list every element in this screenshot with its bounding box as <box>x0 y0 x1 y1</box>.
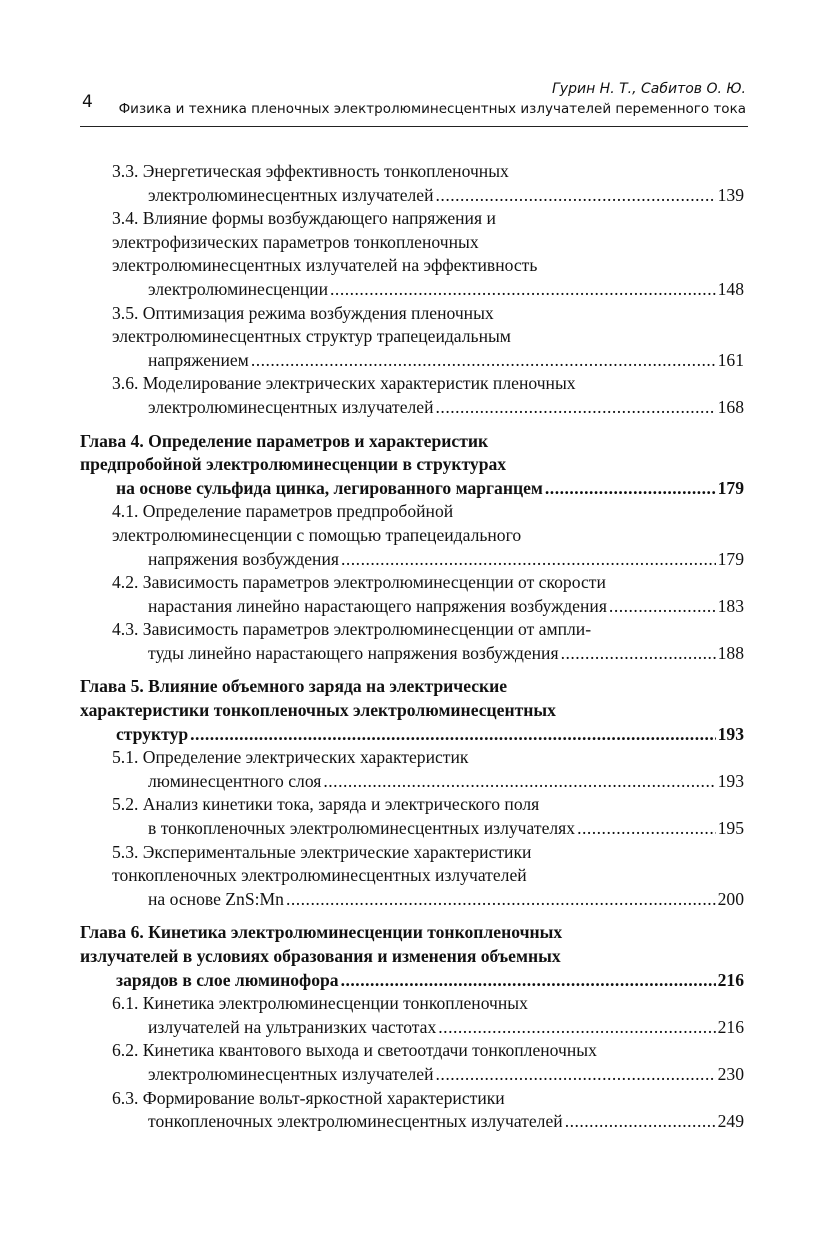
toc-entry-text: 5.1. Определение электрических характеристик <box>112 747 469 768</box>
toc-entry-6-1[interactable] <box>80 992 744 1039</box>
toc-entry-4-3[interactable] <box>80 618 744 665</box>
toc-chapter-text: излучателей в условиях образования и изменения объемных <box>80 946 561 966</box>
toc-entry-text: в тонкопленочных электролюминесцентных излучателях <box>148 818 576 839</box>
toc-page-number: 193 <box>717 723 744 744</box>
toc-entry-4-2[interactable] <box>80 571 744 618</box>
dot-leader <box>436 184 716 208</box>
toc-chapter-4[interactable] <box>80 430 744 501</box>
toc-page-number: 195 <box>717 818 744 839</box>
toc-page-number: 179 <box>717 477 744 498</box>
authors: Гурин Н. Т., Сабитов О. Ю. <box>552 81 746 97</box>
toc-entry-text: электролюминесцентных излучателей <box>148 184 434 205</box>
dot-leader <box>561 642 716 666</box>
toc-entry-3-3[interactable] <box>80 160 744 207</box>
toc-entry-text: нарастания линейно нарастающего напряжения возбуждения <box>148 595 607 616</box>
toc-entry-text: электролюминесценции <box>148 278 329 299</box>
toc-entry-text: 3.4. Влияние формы возбуждающего напряжения и <box>112 208 496 229</box>
dot-leader <box>190 723 715 747</box>
page-number: 4 <box>82 92 93 112</box>
toc-entry-text: 5.2. Анализ кинетики тока, заряда и электрического поля <box>112 794 540 815</box>
dot-leader <box>436 1063 716 1087</box>
toc-chapter-text: зарядов в слое люминофора <box>116 969 339 990</box>
dot-leader <box>438 1016 715 1040</box>
toc-chapter-text: на основе сульфида цинка, легированного марганцем <box>116 477 543 498</box>
toc-entry-text: электролюминесцентных излучателей на эффективность <box>112 255 538 276</box>
toc-entry-text: 5.3. Экспериментальные электрические характеристики <box>112 841 532 862</box>
toc-page-number: 216 <box>717 969 744 990</box>
toc-entry-text: 6.3. Формирование вольт-яркостной характеристики <box>112 1087 505 1108</box>
dot-leader <box>286 888 716 912</box>
toc-page-number: 216 <box>717 1016 744 1037</box>
dot-leader <box>436 396 716 420</box>
toc-entry-4-1[interactable] <box>80 500 744 571</box>
table-of-contents <box>80 160 744 1134</box>
toc-entry-text: излучателей на ультранизких частотах <box>148 1016 437 1037</box>
toc-entry-text: 4.1. Определение параметров предпробойной <box>112 501 454 522</box>
dot-leader <box>330 278 716 302</box>
toc-entry-text: 3.6. Моделирование электрических характеристик пленочных <box>112 373 576 394</box>
toc-chapter-text: структур <box>116 723 189 744</box>
toc-entry-text: электролюминесцентных излучателей <box>148 1063 434 1084</box>
toc-entry-text: электрофизических параметров тонкопленочных <box>112 231 479 252</box>
toc-page-number: 200 <box>717 888 744 909</box>
toc-entry-text: электролюминесценции с помощью трапецеидального <box>112 524 522 545</box>
toc-chapter-5[interactable] <box>80 675 744 746</box>
toc-page-number: 249 <box>717 1111 744 1132</box>
toc-entry-3-4[interactable] <box>80 207 744 301</box>
toc-entry-6-2[interactable] <box>80 1039 744 1086</box>
toc-page-number: 230 <box>717 1063 744 1084</box>
dot-leader <box>341 548 716 572</box>
toc-entry-text: 6.2. Кинетика квантового выхода и светоотдачи тонкопленочных <box>112 1040 597 1061</box>
toc-entry-text: 3.5. Оптимизация режима возбуждения пленочных <box>112 302 494 323</box>
toc-entry-text: люминесцентного слоя <box>148 770 322 791</box>
toc-chapter-text: Глава 6. Кинетика электролюминесценции тонкопленочных <box>80 922 563 943</box>
toc-entry-text: туды линейно нарастающего напряжения возбуждения <box>148 642 559 663</box>
toc-entry-text: 4.2. Зависимость параметров электролюминесценции от скорости <box>112 572 606 593</box>
toc-entry-text: напряжением <box>148 349 249 370</box>
toc-chapter-text: Глава 5. Влияние объемного заряда на электрические <box>80 676 508 697</box>
toc-entry-text: электролюминесцентных излучателей <box>148 396 434 417</box>
toc-entry-text: напряжения возбуждения <box>148 548 339 569</box>
dot-leader <box>251 349 716 373</box>
toc-entry-6-3[interactable] <box>80 1087 744 1134</box>
toc-entry-5-2[interactable] <box>80 793 744 840</box>
toc-entry-text: тонкопленочных электролюминесцентных излучателей <box>148 1111 563 1132</box>
dot-leader <box>545 477 716 501</box>
toc-entry-5-3[interactable] <box>80 841 744 912</box>
toc-chapter-text: предпробойной электролюминесценции в структурах <box>80 454 507 475</box>
toc-entry-text: на основе ZnS:Mn <box>148 888 284 909</box>
toc-entry-text: электролюминесцентных структур трапецеидальным <box>112 326 511 347</box>
dot-leader <box>341 969 716 993</box>
dot-leader <box>565 1110 716 1134</box>
dot-leader <box>609 595 716 619</box>
dot-leader <box>577 817 716 841</box>
toc-entry-text: 3.3. Энергетическая эффективность тонкопленочных <box>112 161 509 181</box>
toc-page-number: 139 <box>717 184 744 205</box>
toc-page-number: 161 <box>717 349 744 370</box>
toc-chapter-text: Глава 4. Определение параметров и характеристик <box>80 430 489 451</box>
toc-page-number: 168 <box>717 396 744 417</box>
toc-page-number: 179 <box>717 548 744 569</box>
toc-page-number: 193 <box>717 770 744 791</box>
toc-entry-3-6[interactable] <box>80 372 744 419</box>
toc-entry-text: 4.3. Зависимость параметров электролюминесценции от ампли- <box>112 619 592 640</box>
toc-page-number: 183 <box>717 595 744 616</box>
toc-page-number: 148 <box>717 278 744 299</box>
toc-chapter-6[interactable] <box>80 921 744 992</box>
dot-leader <box>323 770 715 794</box>
toc-entry-5-1[interactable] <box>80 746 744 793</box>
toc-entry-text: 6.1. Кинетика электролюминесценции тонкопленочных <box>112 993 528 1014</box>
toc-page-number: 188 <box>717 642 744 663</box>
toc-entry-3-5[interactable] <box>80 302 744 373</box>
book-title: Физика и техника пленочных электролюминесцентных излучателей переменного тока <box>118 101 746 117</box>
toc-chapter-text: характеристики тонкопленочных электролюминесцентных <box>80 700 556 721</box>
toc-entry-text: тонкопленочных электролюминесцентных излучателей <box>112 865 527 886</box>
running-header <box>80 78 748 127</box>
